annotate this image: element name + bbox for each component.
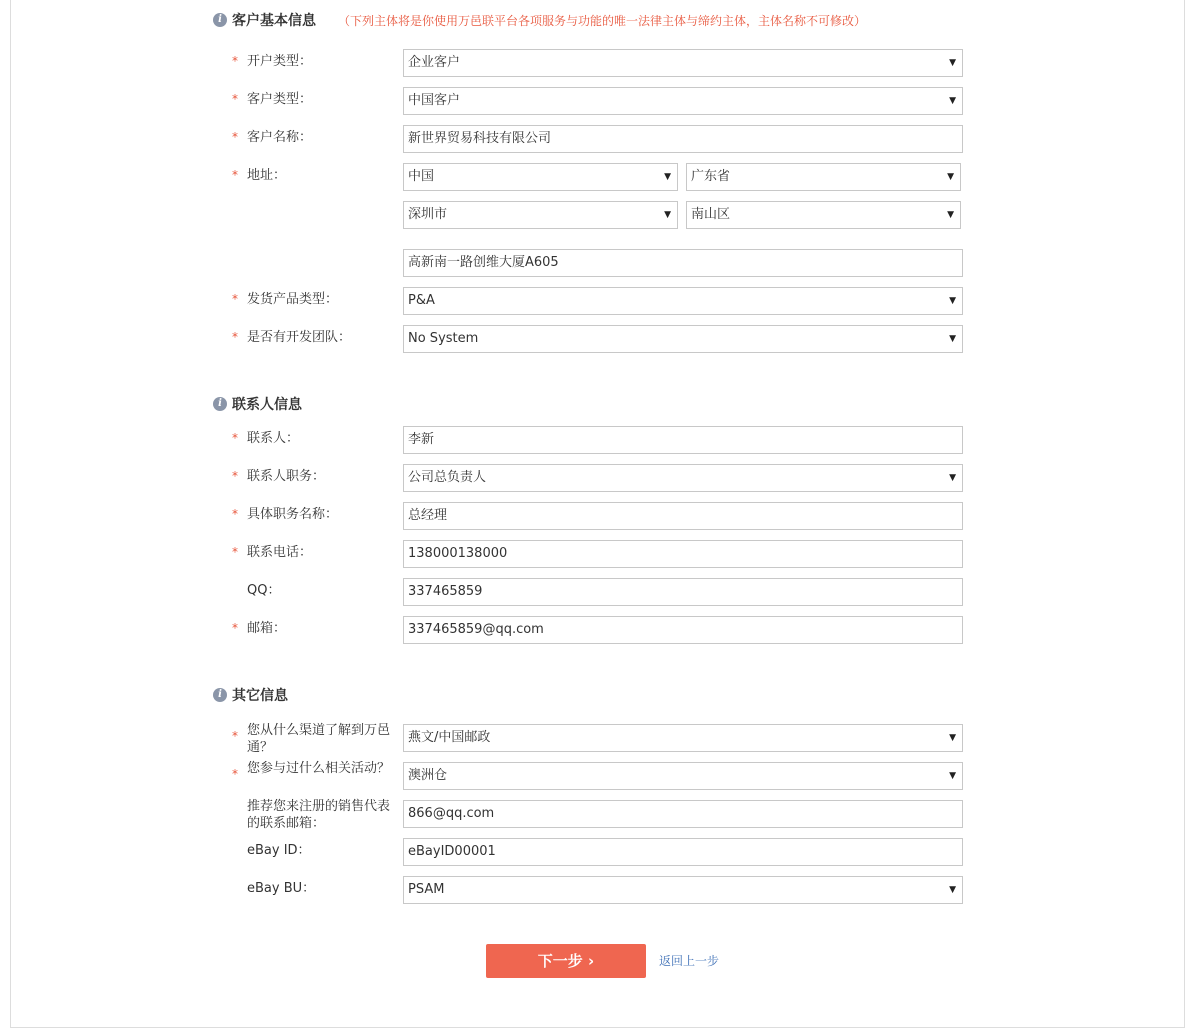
qq-label: QQ： <box>247 583 281 598</box>
channel-label: * 您从什么渠道了解到万邑通？ <box>232 723 391 755</box>
back-link[interactable]: 返回上一步 <box>659 954 720 968</box>
chevron-right-icon: › <box>588 952 595 970</box>
product-type-label: * 发货产品类型： <box>232 292 339 307</box>
contact-position-select[interactable]: 公司总负责人 ▼ <box>403 464 963 492</box>
customer-type-select[interactable]: 中国客户 ▼ <box>403 87 963 115</box>
required-mark: * <box>232 168 238 182</box>
required-mark: * <box>232 507 238 521</box>
chevron-down-icon: ▼ <box>949 473 956 483</box>
dev-team-select[interactable]: No System ▼ <box>403 325 963 353</box>
next-step-button[interactable] <box>486 944 646 978</box>
chevron-down-icon: ▼ <box>947 172 954 182</box>
chevron-down-icon: ▼ <box>949 296 956 306</box>
contact-name-label: * 联系人： <box>232 431 300 446</box>
district-select[interactable]: 南山区 ▼ <box>686 201 961 229</box>
province-select[interactable]: 广东省 ▼ <box>686 163 961 191</box>
activity-label: * 您参与过什么相关活动？ <box>232 761 391 781</box>
section-title: 其它信息 <box>232 688 288 704</box>
channel-select[interactable]: 燕文/中国邮政 ▼ <box>403 724 963 752</box>
dev-team-label: * 是否有开发团队： <box>232 330 352 345</box>
chevron-down-icon: ▼ <box>949 96 956 106</box>
section-header-other-info <box>213 686 288 704</box>
required-mark: * <box>232 330 238 344</box>
phone-label: * 联系电话： <box>232 545 313 560</box>
account-type-select[interactable]: 企业客户 ▼ <box>403 49 963 77</box>
required-mark: * <box>232 292 238 306</box>
contact-name-input[interactable]: 李新 <box>403 426 963 454</box>
referrer-email-input[interactable]: 866@qq.com <box>403 800 963 828</box>
contact-position-label: * 联系人职务： <box>232 469 326 484</box>
section-title: 客户基本信息 <box>232 13 316 29</box>
ebay-id-label: eBay ID： <box>247 843 311 858</box>
info-icon: i <box>213 688 227 702</box>
account-type-label: * 开户类型： <box>232 54 313 69</box>
info-icon: i <box>213 13 227 27</box>
email-label: * 邮箱： <box>232 621 287 636</box>
qq-input[interactable]: 337465859 <box>403 578 963 606</box>
ebay-id-input[interactable]: eBayID00001 <box>403 838 963 866</box>
product-type-select[interactable]: P&A ▼ <box>403 287 963 315</box>
required-mark: * <box>232 767 238 781</box>
ebay-bu-label: eBay BU： <box>247 881 316 896</box>
city-select[interactable]: 深圳市 ▼ <box>403 201 678 229</box>
ebay-bu-select[interactable]: PSAM ▼ <box>403 876 963 904</box>
required-mark: * <box>232 545 238 559</box>
chevron-down-icon: ▼ <box>664 210 671 220</box>
job-title-input[interactable]: 总经理 <box>403 502 963 530</box>
job-title-label: * 具体职务名称： <box>232 507 339 522</box>
phone-input[interactable]: 138000138000 <box>403 540 963 568</box>
chevron-down-icon: ▼ <box>947 210 954 220</box>
section-header-contact-info <box>213 395 302 413</box>
required-mark: * <box>232 54 238 68</box>
section-note: （下列主体将是你使用万邑联平台各项服务与功能的唯一法律主体与缔约主体，主体名称不可修改） <box>338 13 867 28</box>
required-mark: * <box>232 621 238 635</box>
section-title: 联系人信息 <box>232 397 302 413</box>
chevron-down-icon: ▼ <box>949 733 956 743</box>
chevron-down-icon: ▼ <box>949 771 956 781</box>
required-mark: * <box>232 469 238 483</box>
customer-name-label: * 客户名称： <box>232 130 313 145</box>
chevron-down-icon: ▼ <box>949 58 956 68</box>
next-step-label: 下一步 <box>537 952 583 970</box>
country-select[interactable]: 中国 ▼ <box>403 163 678 191</box>
address-label: * 地址： <box>232 168 287 183</box>
required-mark: * <box>232 431 238 445</box>
required-mark: * <box>232 729 238 743</box>
customer-type-label: * 客户类型： <box>232 92 313 107</box>
chevron-down-icon: ▼ <box>664 172 671 182</box>
referrer-email-label: 推荐您来注册的销售代表的联系邮箱： <box>247 799 391 831</box>
required-mark: * <box>232 92 238 106</box>
customer-name-input[interactable]: 新世界贸易科技有限公司 <box>403 125 963 153</box>
chevron-down-icon: ▼ <box>949 885 956 895</box>
activity-select[interactable]: 澳洲仓 ▼ <box>403 762 963 790</box>
info-icon: i <box>213 397 227 411</box>
street-address-input[interactable]: 高新南一路创维大厦A605 <box>403 249 963 277</box>
chevron-down-icon: ▼ <box>949 334 956 344</box>
email-input[interactable]: 337465859@qq.com <box>403 616 963 644</box>
section-header-customer-info <box>213 11 866 29</box>
required-mark: * <box>232 130 238 144</box>
